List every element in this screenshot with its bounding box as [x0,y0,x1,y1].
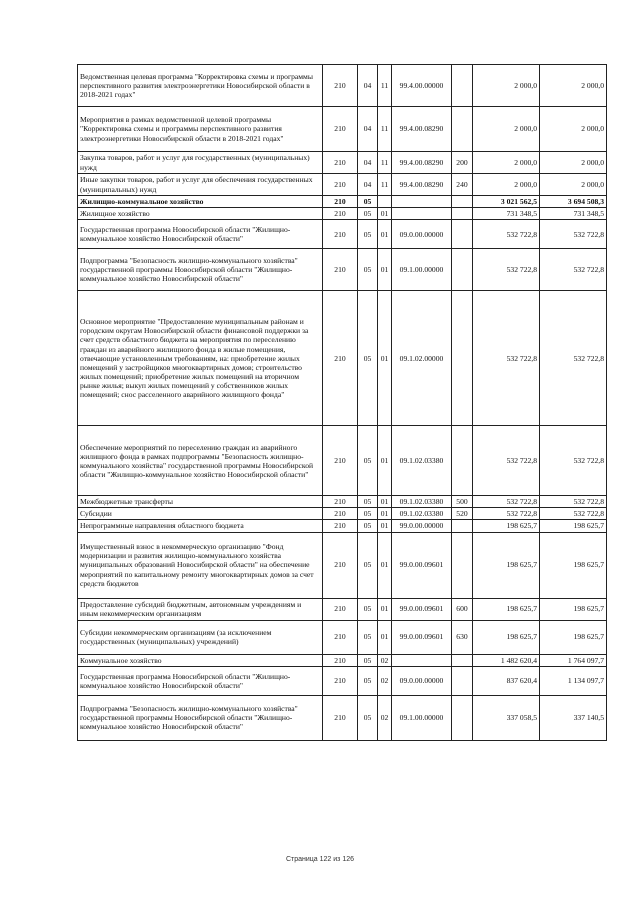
cell-expense-type [452,208,473,220]
cell-target-article: 09.1.00.00000 [392,695,452,740]
cell-section: 05 [358,654,378,666]
table-row [78,598,607,620]
cell-admin-code: 210 [323,152,358,174]
cell-expense-type [452,666,473,695]
cell-subsection: 02 [378,666,392,695]
cell-name: Основное мероприятие "Предоставление муниципальным районам и городским округам Новосибирской области финансовой поддержки за счет средств областного бюджета на мероприятия по переселению граждан из аварийного жилищного фонда в жилые помещения, отвечающие установленным требованиям, на: приобретение жилых помещений у застройщиков многоквартирных домов; строительство жилых помещений; приобретение жилых помещений на вторичном рынке жилья; выкуп жилых помещений у собственников жилых помещений; снос расселенного аварийного жилищного фонда" [78,291,323,426]
table-row [78,666,607,695]
table-row [78,654,607,666]
cell-subsection: 01 [378,426,392,496]
cell-section: 05 [358,520,378,532]
table-row [78,532,607,598]
cell-subsection [378,196,392,208]
table-row [78,520,607,532]
cell-target-article: 99.0.00.00000 [392,520,452,532]
cell-section: 05 [358,220,378,249]
cell-amount-year-2: 2 000,0 [540,174,607,196]
cell-amount-year-2: 1 764 097,7 [540,654,607,666]
table-row [78,174,607,196]
cell-target-article [392,654,452,666]
cell-admin-code: 210 [323,220,358,249]
cell-subsection: 01 [378,598,392,620]
cell-expense-type [452,107,473,152]
cell-amount-year-1: 337 058,5 [473,695,540,740]
cell-amount-year-2: 731 348,5 [540,208,607,220]
cell-target-article: 99.4.00.08290 [392,152,452,174]
table-row [78,620,607,654]
cell-name: Государственная программа Новосибирской области "Жилищно-коммунальное хозяйство Новосибирской области" [78,666,323,695]
cell-target-article [392,196,452,208]
table-row [78,695,607,740]
cell-amount-year-1: 1 482 620,4 [473,654,540,666]
cell-subsection: 11 [378,107,392,152]
cell-admin-code: 210 [323,695,358,740]
cell-target-article: 99.0.00.09601 [392,598,452,620]
cell-amount-year-1: 731 348,5 [473,208,540,220]
cell-amount-year-2: 2 000,0 [540,152,607,174]
cell-amount-year-1: 3 021 562,5 [473,196,540,208]
cell-admin-code: 210 [323,196,358,208]
cell-expense-type [452,291,473,426]
cell-admin-code: 210 [323,426,358,496]
cell-name: Жилищное хозяйство [78,208,323,220]
cell-name: Иные закупки товаров, работ и услуг для обеспечения государственных (муниципальных) нужд [78,174,323,196]
cell-amount-year-2: 532 722,8 [540,249,607,291]
cell-name: Обеспечение мероприятий по переселению граждан из аварийного жилищного фонда в рамках подпрограммы "Безопасность жилищно-коммунального хозяйства" государственной программы Новосибирской области "Жилищно-коммунальное хозяйство Новосибирской области" [78,426,323,496]
cell-subsection: 01 [378,291,392,426]
cell-name: Предоставление субсидий бюджетным, автономным учреждениям и иным некоммерческим организациям [78,598,323,620]
table-row [78,220,607,249]
cell-amount-year-1: 532 722,8 [473,220,540,249]
cell-subsection: 02 [378,695,392,740]
cell-section: 04 [358,65,378,107]
cell-admin-code: 210 [323,520,358,532]
cell-target-article: 09.0.00.00000 [392,666,452,695]
cell-amount-year-2: 198 625,7 [540,532,607,598]
cell-expense-type [452,426,473,496]
cell-admin-code: 210 [323,666,358,695]
cell-expense-type: 520 [452,508,473,520]
table-row [78,196,607,208]
cell-section: 04 [358,107,378,152]
cell-expense-type: 630 [452,620,473,654]
cell-amount-year-2: 3 694 508,3 [540,196,607,208]
cell-admin-code: 210 [323,654,358,666]
cell-name: Закупка товаров, работ и услуг для государственных (муниципальных) нужд [78,152,323,174]
cell-expense-type: 600 [452,598,473,620]
cell-amount-year-1: 532 722,8 [473,426,540,496]
cell-amount-year-2: 198 625,7 [540,598,607,620]
cell-admin-code: 210 [323,532,358,598]
page-footer: Страница 122 из 126 [285,856,355,863]
cell-expense-type [452,654,473,666]
cell-section: 05 [358,291,378,426]
cell-name: Коммунальное хозяйство [78,654,323,666]
cell-subsection: 11 [378,152,392,174]
cell-section: 05 [358,496,378,508]
cell-expense-type [452,520,473,532]
table-row [78,65,607,107]
cell-subsection: 01 [378,508,392,520]
cell-name: Подпрограмма "Безопасность жилищно-коммунального хозяйства" государственной программы Новосибирской области "Жилищно-коммунальное хозяйство Новосибирской области" [78,695,323,740]
cell-admin-code: 210 [323,249,358,291]
cell-subsection: 02 [378,654,392,666]
cell-expense-type [452,220,473,249]
cell-name: Субсидии некоммерческим организациям (за исключением государственных (муниципальных) учреждений) [78,620,323,654]
cell-subsection: 11 [378,65,392,107]
cell-amount-year-2: 532 722,8 [540,496,607,508]
cell-section: 04 [358,152,378,174]
cell-subsection: 01 [378,220,392,249]
cell-admin-code: 210 [323,291,358,426]
cell-admin-code: 210 [323,598,358,620]
cell-amount-year-2: 532 722,8 [540,508,607,520]
cell-admin-code: 210 [323,620,358,654]
cell-target-article: 99.4.00.08290 [392,107,452,152]
table-row [78,208,607,220]
cell-admin-code: 210 [323,65,358,107]
cell-subsection: 01 [378,496,392,508]
cell-target-article: 99.4.00.08290 [392,174,452,196]
cell-subsection: 01 [378,532,392,598]
cell-amount-year-2: 198 625,7 [540,520,607,532]
cell-admin-code: 210 [323,208,358,220]
cell-admin-code: 210 [323,107,358,152]
table-row [78,291,607,426]
cell-amount-year-2: 337 140,5 [540,695,607,740]
cell-amount-year-1: 2 000,0 [473,174,540,196]
cell-expense-type [452,196,473,208]
cell-amount-year-1: 2 000,0 [473,107,540,152]
cell-amount-year-2: 532 722,8 [540,291,607,426]
cell-section: 05 [358,508,378,520]
cell-subsection: 01 [378,620,392,654]
cell-subsection: 01 [378,208,392,220]
cell-name: Межбюджетные трансферты [78,496,323,508]
cell-target-article: 09.0.00.00000 [392,220,452,249]
cell-amount-year-2: 198 625,7 [540,620,607,654]
cell-amount-year-2: 532 722,8 [540,426,607,496]
cell-amount-year-1: 198 625,7 [473,520,540,532]
cell-name: Непрограммные направления областного бюджета [78,520,323,532]
cell-name: Жилищно-коммунальное хозяйство [78,196,323,208]
table-row [78,249,607,291]
cell-target-article: 99.0.00.09601 [392,532,452,598]
table-row [78,152,607,174]
cell-amount-year-2: 2 000,0 [540,65,607,107]
cell-section: 05 [358,426,378,496]
cell-amount-year-1: 2 000,0 [473,152,540,174]
cell-admin-code: 210 [323,496,358,508]
cell-admin-code: 210 [323,508,358,520]
cell-name: Государственная программа Новосибирской области "Жилищно-коммунальное хозяйство Новосибирской области" [78,220,323,249]
cell-amount-year-1: 2 000,0 [473,65,540,107]
cell-target-article: 09.1.02.03380 [392,426,452,496]
cell-amount-year-1: 837 620,4 [473,666,540,695]
cell-section: 05 [358,695,378,740]
cell-amount-year-1: 198 625,7 [473,598,540,620]
cell-subsection: 01 [378,249,392,291]
cell-target-article: 99.0.00.09601 [392,620,452,654]
cell-section: 05 [358,620,378,654]
table-row [78,496,607,508]
cell-amount-year-1: 198 625,7 [473,532,540,598]
cell-name: Ведомственная целевая программа "Корректировка схемы и программы перспективного развития электроэнергетики Новосибирской области в 2018-2021 годах" [78,65,323,107]
cell-target-article: 09.1.02.03380 [392,508,452,520]
cell-target-article [392,208,452,220]
cell-target-article: 99.4.00.00000 [392,65,452,107]
table-row [78,107,607,152]
cell-expense-type: 240 [452,174,473,196]
cell-target-article: 09.1.00.00000 [392,249,452,291]
cell-expense-type [452,65,473,107]
cell-expense-type: 500 [452,496,473,508]
cell-name: Имущественный взнос в некоммерческую организацию "Фонд модернизации и развития жилищно-коммунального хозяйства муниципальных образований Новосибирской области" на обеспечение мероприятий по капитальному ремонту многоквартирных домов за счет средств бюджетов [78,532,323,598]
cell-target-article: 09.1.02.00000 [392,291,452,426]
cell-section: 05 [358,249,378,291]
cell-amount-year-1: 198 625,7 [473,620,540,654]
cell-section: 05 [358,598,378,620]
cell-expense-type: 200 [452,152,473,174]
table-row [78,508,607,520]
cell-amount-year-1: 532 722,8 [473,291,540,426]
cell-amount-year-1: 532 722,8 [473,496,540,508]
cell-amount-year-2: 2 000,0 [540,107,607,152]
cell-section: 05 [358,666,378,695]
cell-name: Мероприятия в рамках ведомственной целевой программы "Корректировка схемы и программы перспективного развития электроэнергетики Новосибирской области в 2018-2021 годах" [78,107,323,152]
cell-expense-type [452,249,473,291]
cell-subsection: 01 [378,520,392,532]
cell-section: 05 [358,196,378,208]
cell-section: 05 [358,208,378,220]
cell-amount-year-2: 1 134 097,7 [540,666,607,695]
cell-subsection: 11 [378,174,392,196]
cell-name: Субсидии [78,508,323,520]
cell-amount-year-1: 532 722,8 [473,508,540,520]
budget-table [77,64,607,741]
cell-expense-type [452,695,473,740]
cell-admin-code: 210 [323,174,358,196]
table-body [78,65,607,741]
cell-section: 04 [358,174,378,196]
cell-name: Подпрограмма "Безопасность жилищно-коммунального хозяйства" государственной программы Новосибирской области "Жилищно-коммунальное хозяйство Новосибирской области" [78,249,323,291]
cell-target-article: 09.1.02.03380 [392,496,452,508]
cell-expense-type [452,532,473,598]
cell-section: 05 [358,532,378,598]
cell-amount-year-2: 532 722,8 [540,220,607,249]
table-row [78,426,607,496]
cell-amount-year-1: 532 722,8 [473,249,540,291]
